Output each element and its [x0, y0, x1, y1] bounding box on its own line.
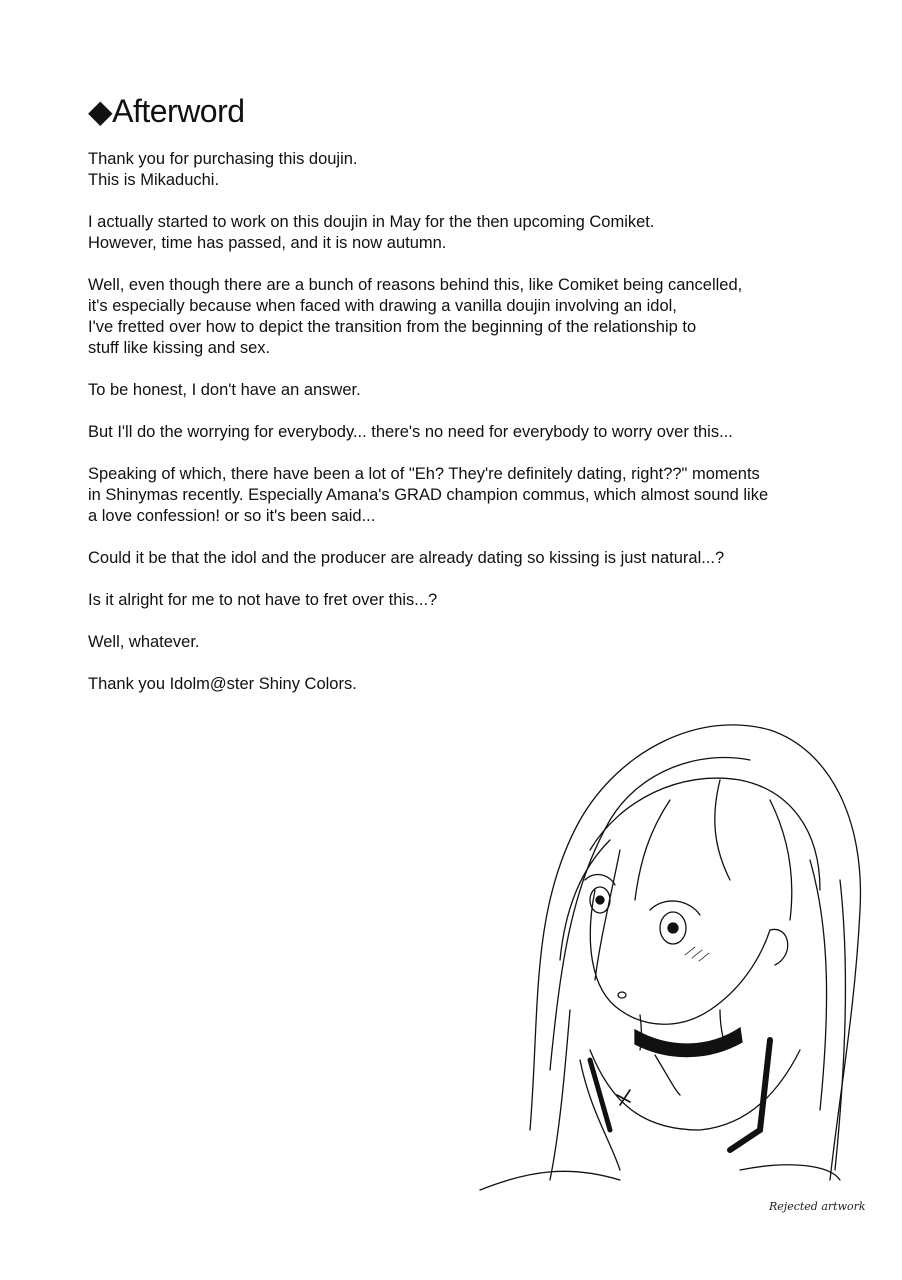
paragraph: I actually started to work on this doujin in May for the then upcoming Comiket. However, time has passed, and it is now autumn. — [88, 212, 655, 252]
paragraph: Speaking of which, there have been a lot of "Eh? They're definitely dating, right??" moments in Shinymas recently. Especially Amana's GRAD champion commus, which almost sound like a love confession! or so it's been said... — [88, 464, 769, 525]
paragraph: To be honest, I don't have an answer. — [88, 380, 361, 399]
girl-illustration — [470, 710, 870, 1200]
paragraph: Well, whatever. — [88, 632, 200, 651]
afterword-body — [88, 148, 848, 715]
caption: Rejected artwork — [769, 1200, 866, 1213]
paragraph: Is it alright for me to not have to fret over this...? — [88, 590, 438, 609]
page-title: ◆Afterword — [88, 93, 245, 129]
paragraph: Could it be that the idol and the producer are already dating so kissing is just natural...? — [88, 548, 725, 567]
paragraph: Thank you for purchasing this doujin. This is Mikaduchi. — [88, 149, 358, 189]
paragraph: Thank you Idolm@ster Shiny Colors. — [88, 674, 357, 693]
paragraph: Well, even though there are a bunch of reasons behind this, like Comiket being cancelled, it's especially because when faced with drawing a vanilla doujin involving an idol, I've fretted over how to depict the transition from the beginning of the relationship to stuff like kissing and sex. — [88, 275, 743, 357]
paragraph: But I'll do the worrying for everybody... there's no need for everybody to worry over this... — [88, 422, 733, 441]
